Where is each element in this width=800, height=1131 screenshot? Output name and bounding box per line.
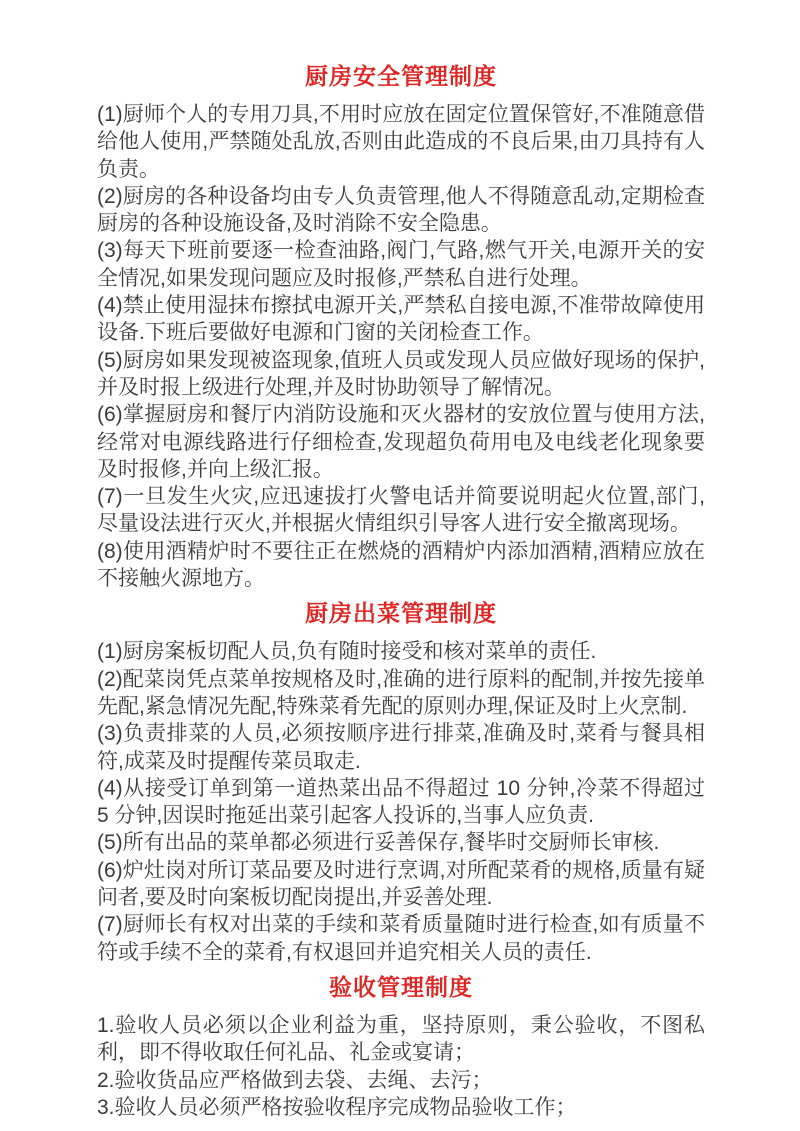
rule-item: 3.验收人员必须严格按验收程序完成物品验收工作； bbox=[97, 1095, 577, 1119]
rule-item: (8)使用酒精炉时不要往正在燃烧的酒精炉内添加酒精,酒精应放在不接触火源地方。 bbox=[97, 539, 705, 591]
rule-item: (7)一旦发生火灾,应迅速拔打火警电话并简要说明起火位置,部门,尽量设法进行灭火,并根据火情组织引导客人进行安全撤离现场。 bbox=[97, 485, 705, 536]
rule-item: 1.验收人员必须以企业利益为重，坚持原则，秉公验收，不图私利，即不得收取任何礼品、礼金或宴请； bbox=[97, 1013, 705, 1065]
section-acceptance bbox=[97, 973, 705, 1121]
rule-item: (6)掌握厨房和餐厅内消防设施和灭火器材的安放位置与使用方法,经常对电源线路进行仔细检查,发现超负荷用电及电线老化现象要及时报修,并向上级汇报。 bbox=[97, 403, 705, 481]
section-title-acceptance: 验收管理制度 bbox=[329, 973, 473, 1000]
rule-item: (1)厨房案板切配人员,负有随时接受和核对菜单的责任. bbox=[97, 640, 597, 664]
section-dish-serving bbox=[97, 599, 705, 966]
rule-item: (7)厨师长有权对出菜的手续和菜肴质量随时进行检查,如有质量不符或手续不全的菜肴,有权退回并追究相关人员的责任. bbox=[97, 913, 705, 964]
rule-item: (1)厨师个人的专用刀具,不用时应放在固定位置保管好,不准随意借给他人使用,严禁随处乱放,否则由此造成的不良后果,由刀具持有人负责。 bbox=[97, 103, 705, 181]
section-kitchen-safety bbox=[97, 62, 705, 592]
section-title-kitchen-safety: 厨房安全管理制度 bbox=[305, 63, 497, 89]
rule-item: (4)从接受订单到第一道热菜出品不得超过 10 分钟,冷菜不得超过 5 分钟,因误时拖延出菜引起客人投诉的,当事人应负责. bbox=[97, 776, 705, 828]
section-title-dish-serving: 厨房出菜管理制度 bbox=[305, 600, 497, 627]
rule-item: (6)炉灶岗对所订菜品要及时进行烹调,对所配菜肴的规格,质量有疑问者,要及时向案板切配岗提出,并妥善处理. bbox=[97, 858, 705, 910]
rule-item: (5)所有出品的菜单都必须进行妥善保存,餐毕时交厨师长审核. bbox=[97, 831, 660, 855]
rule-item: (2)厨房的各种设备均由专人负责管理,他人不得随意乱动,定期检查厨房的各种设施设备,及时消除不安全隐患。 bbox=[97, 184, 705, 236]
rule-item: (4)禁止使用湿抹布擦拭电源开关,严禁私自接电源,不准带故障使用设备.下班后要做好电源和门窗的关闭检查工作。 bbox=[97, 294, 705, 345]
rule-item: (2)配菜岗凭点菜单按规格及时,准确的进行原料的配制,并按先接单先配,紧急情况先配,特殊菜肴先配的原则办理,保证及时上火烹制. bbox=[97, 667, 705, 718]
rule-item: (5)厨房如果发现被盗现象,值班人员或发现人员应做好现场的保护,并及时报上级进行处理,并及时协助领导了解情况。 bbox=[97, 348, 705, 399]
rule-item: 2.验收货品应严格做到去袋、去绳、去污； bbox=[97, 1068, 493, 1092]
rule-item: (3)每天下班前要逐一检查油路,阀门,气路,燃气开关,电源开关的安全情况,如果发现问题应及时报修,严禁私自进行处理。 bbox=[97, 239, 705, 290]
rule-item: (3)负责排菜的人员,必须按顺序进行排菜,准确及时,菜肴与餐具相符,成菜及时提醒传菜员取走. bbox=[97, 722, 705, 773]
